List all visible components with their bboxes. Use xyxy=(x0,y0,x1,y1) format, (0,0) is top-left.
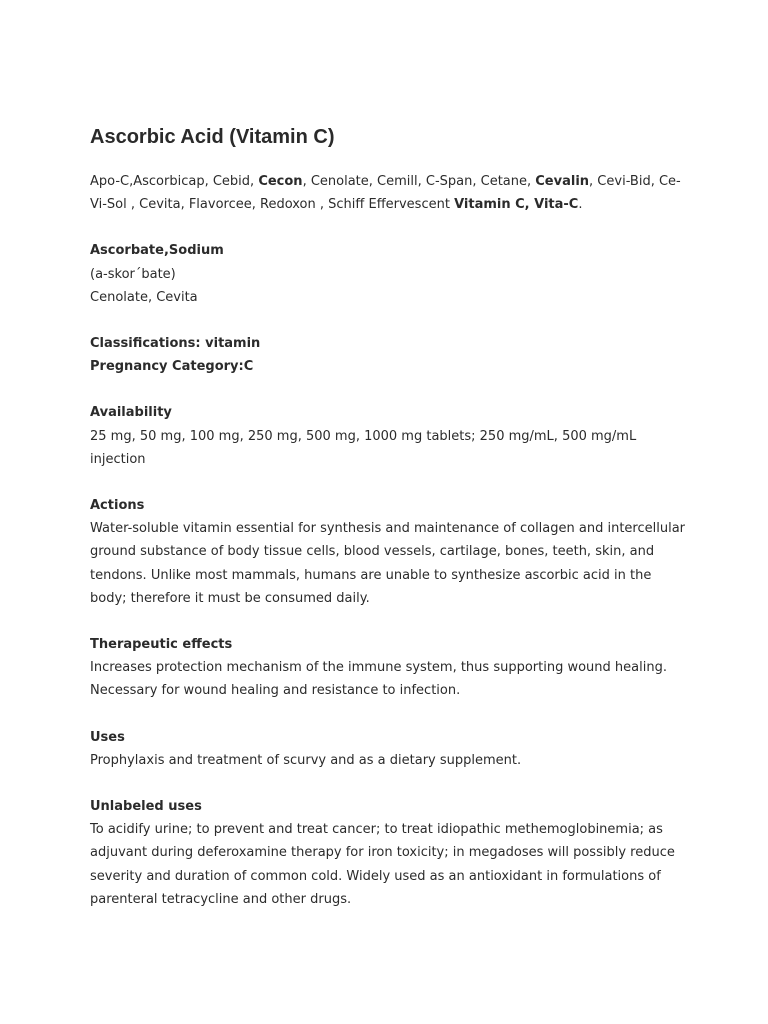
section-body: 25 mg, 50 mg, 100 mg, 250 mg, 500 mg, 1000 mg tablets; 250 mg/mL, 500 mg/mL injection xyxy=(90,428,637,467)
pregnancy-category-label: Pregnancy Category:C xyxy=(90,359,254,375)
uses-section xyxy=(90,726,690,772)
brand-bold: Vitamin C, Vita-C xyxy=(454,197,579,213)
brand-text: , Cevi-Bid, Ce-Vi-Sol , Cevita, Flavorcee, Redoxon , Schiff Effervescent xyxy=(90,174,681,213)
ascorbate-brands: Cenolate, Cevita xyxy=(90,289,198,305)
brand-text: , Cenolate, Cemill, C-Span, Cetane, xyxy=(302,174,536,189)
brand-text: Apo-C,Ascorbicap, Cebid, xyxy=(90,174,259,189)
section-body: Prophylaxis and treatment of scurvy and as a dietary supplement. xyxy=(90,752,522,768)
unlabeled-uses-section xyxy=(90,795,690,911)
section-body: Increases protection mechanism of the immune system, thus supporting wound healing. Necessary for wound healing and resistance to infection. xyxy=(90,660,667,699)
brand-text: . xyxy=(578,197,583,213)
therapeutic-effects-section xyxy=(90,633,690,703)
section-heading: Therapeutic effects xyxy=(90,637,233,653)
availability-section xyxy=(90,401,690,471)
classification-section xyxy=(90,332,690,378)
brand-bold: Cevalin xyxy=(535,174,590,189)
classifications-label: Classifications: vitamin xyxy=(90,336,261,352)
actions-section xyxy=(90,494,690,610)
page-title: Ascorbic Acid (Vitamin C) xyxy=(90,126,335,148)
section-heading: Ascorbate,Sodium xyxy=(90,243,224,259)
section-heading: Uses xyxy=(90,729,125,745)
section-body: Water-soluble vitamin essential for synthesis and maintenance of collagen and intercellular ground substance of body tissue cells, blood vessels, cartilage, bones, teeth, skin, and tendons. Unlike most mammals, humans are unable to synthesize ascorbic acid in the body; therefore it must be consumed daily. xyxy=(90,521,686,606)
brand-bold: Cecon xyxy=(258,174,303,189)
section-heading: Unlabeled uses xyxy=(90,799,202,815)
section-body: To acidify urine; to prevent and treat cancer; to treat idiopathic methemoglobinemia; as adjuvant during deferoxamine therapy for iron toxicity; in megadoses will possibly reduce severity and duration of common cold. Widely used as an antioxidant in formulations of parenteral tetracycline and other drugs. xyxy=(90,822,675,907)
document-page xyxy=(90,122,690,911)
pronunciation: (a-skor´bate) xyxy=(90,266,176,282)
section-heading: Actions xyxy=(90,498,145,514)
brand-names xyxy=(90,170,690,216)
ascorbate-section xyxy=(90,239,690,309)
section-heading: Availability xyxy=(90,405,172,421)
